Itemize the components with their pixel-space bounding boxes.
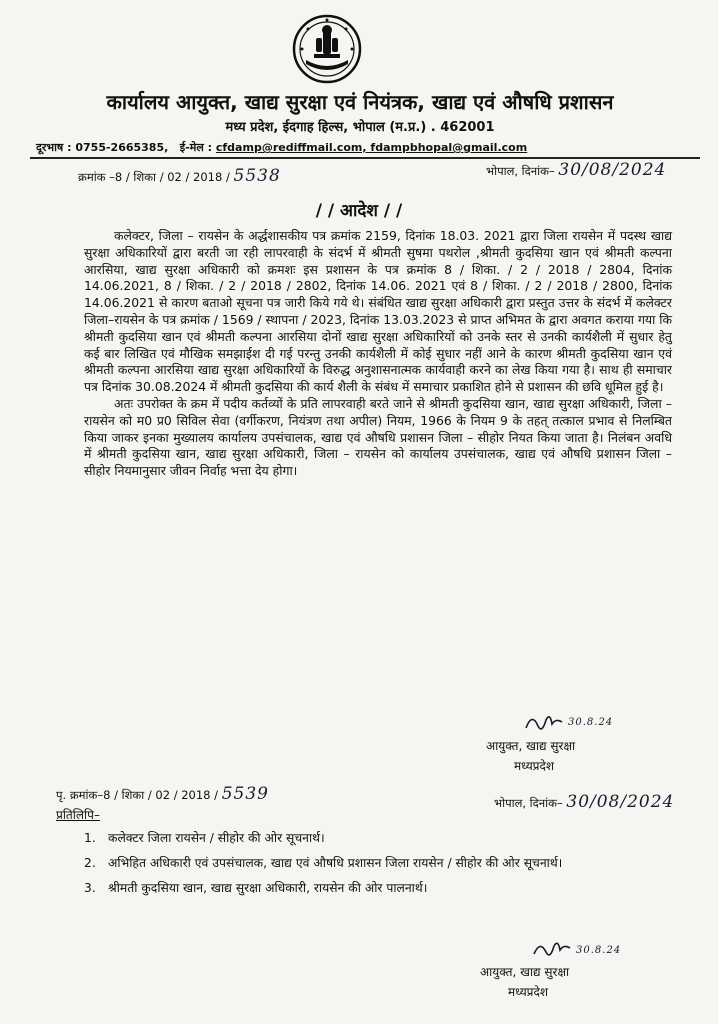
copy-heading: प्रतिलिपि–: [56, 808, 100, 822]
copy-number: [56, 784, 269, 804]
office-title: कार्यालय आयुक्त, खाद्य सुरक्षा एवं नियंत्रक, खाद्य एवं औषधि प्रशासन: [106, 90, 614, 114]
contact-line: [36, 140, 696, 155]
order-date: [486, 160, 666, 180]
signature-1-designation: आयुक्त, खाद्य सुरक्षा: [486, 739, 576, 753]
order-number-label: क्रमांक –8 / शिका / 02 / 2018 /: [78, 170, 230, 184]
copy-item: [84, 880, 684, 897]
copy-item-text: अभिहित अधिकारी एवं उपसंचालक, खाद्य एवं औषधि प्रशासन जिला रायसेन / सीहोर की ओर सूचनार्थ।: [108, 856, 563, 870]
phone-label: दूरभाष: [36, 141, 64, 154]
copy-item: [84, 830, 684, 847]
copy-item: [84, 855, 684, 872]
copy-date-label: भोपाल, दिनांक–: [494, 796, 563, 810]
order-paragraph-1: कलेक्टर, जिला – रायसेन के अर्द्धशासकीय पत्र क्रमांक 2159, दिनांक 18.03. 2021 द्वारा जिला रायसेन में पदस्थ खाद्य सुरक्षा अधिकारियों द्वारा बरती जा रही लापरवाही के संदर्भ में श्रीमती सुषमा पथरोल ,श्रीमती कुदसिया खान एवं श्रीमती कल्पना आरसिया, खाद्य सुरक्षा अधिकारी को क्रमशः इस प्रशासन के पत्र क्रमांक 8 / शिका. / 2 / 2018 / 2804, दिनांक 14.06.2021, 8 / शिका. / 2 / 2018 / 2802, दिनांक 14.06. 2021 एवं 8 / शिका. / 2 / 2018 / 2800, दिनांक 14.06.2021 से कारण बताओ सूचना पत्र जारी किये गये थे। संबंधित खाद्य सुरक्षा अधिकारी द्वारा प्रस्तुत उत्तर के संदर्भ में कलेक्टर जिला–रायसेन के पत्र क्रमांक / 1569 / स्थापना / 2023, दिनांक 13.03.2023 से प्राप्त अभिमत के द्वारा अवगत कराया गया कि श्रीमती कुदसिया खान एवं श्रीमती कल्पना आरसिया दोनों खाद्य सुरक्षा अधिकारियों को उनके स्तर से उनकी कार्यशैली में सुधार हेतु कई बार लिखित एवं मौखिक समझाईश दी गई परन्तु उनकी कार्यशैली में कोई सुधार नहीं आने के कारण श्रीमती कुदसिया खान एवं श्रीमती कल्पना आरसिया खाद्य सुरक्षा अधिकारियों के विरुद्ध अनुशासनात्मक कार्यवाही करने का लेख किया गया है। साथ ही समाचार पत्र दिनांक 30.08.2024 में श्रीमती कुदसिया की कार्य शैली के संबंध में समाचार प्रकाशित होने से प्रशासन की छवि धूमिल हुई है।: [84, 228, 672, 395]
copy-item-number: 3.: [84, 881, 96, 895]
order-body: [84, 228, 672, 480]
phone-number: : 0755-2665385,: [67, 141, 169, 154]
header-divider: [30, 157, 700, 159]
signature-1-date: 30.8.24: [568, 717, 614, 728]
signature-1-state: मध्यप्रदेश: [514, 759, 555, 773]
copy-item-text: कलेक्टर जिला रायसेन / सीहोर की ओर सूचनार्थ।: [108, 831, 325, 845]
signature-2-date: 30.8.24: [576, 945, 622, 956]
order-date-label: भोपाल, दिनांक–: [486, 164, 555, 178]
copy-date-handwritten: 30/08/2024: [566, 792, 675, 812]
order-number-handwritten: 5538: [233, 166, 281, 186]
copy-number-label: पृ. क्रमांक–8 / शिका / 02 / 2018 /: [56, 788, 219, 802]
copy-list: [84, 830, 684, 905]
copy-item-number: 2.: [84, 856, 96, 870]
copy-number-handwritten: 5539: [221, 784, 269, 804]
order-heading: / / आदेश / /: [315, 201, 403, 221]
signature-2-designation: आयुक्त, खाद्य सुरक्षा: [480, 965, 570, 979]
email-label: ई-मेल :: [179, 141, 213, 154]
order-paragraph-2: अतः उपरोक्त के क्रम में पदीय कर्तव्यों के प्रति लापरवाही बरते जाने से श्रीमती कुदसिया खान, खाद्य सुरक्षा अधिकारी, जिला – रायसेन को म0 प्र0 सिविल सेवा (वर्गीकरण, नियंत्रण तथा अपील) नियम, 1966 के नियम 9 के तहत् तत्काल प्रभाव से निलम्बित किया जाकर इनका मुख्यालय कार्यालय उपसंचालक, खाद्य एवं औषधि प्रशासन जिला – सीहोर नियत किया जाता है। निलंबन अवधि में श्रीमती कुदसिया खान, खाद्य सुरक्षा अधिकारी, जिला – रायसेन को कार्यालय उपसंचालक, खाद्य एवं औषधि प्रशासन जिला – सीहोर नियमानुसार जीवन निर्वाह भत्ता देय होगा।: [84, 395, 672, 479]
mp-emblem-logo: [292, 14, 362, 84]
copy-item-number: 1.: [84, 831, 96, 845]
copy-item-text: श्रीमती कुदसिया खान, खाद्य सुरक्षा अधिकारी, रायसेन की ओर पालनार्थ।: [108, 881, 428, 895]
signature-2-state: मध्यप्रदेश: [508, 985, 549, 999]
order-number: [78, 166, 281, 186]
email-addresses[interactable]: cfdamp@rediffmail.com, fdampbhopal@gmail.com: [215, 141, 528, 154]
copy-date: [494, 792, 674, 812]
order-date-handwritten: 30/08/2024: [558, 160, 667, 180]
office-address: मध्य प्रदेश, ईदगाह हिल्स, भोपाल (म.प्र.) . 462001: [225, 120, 495, 135]
